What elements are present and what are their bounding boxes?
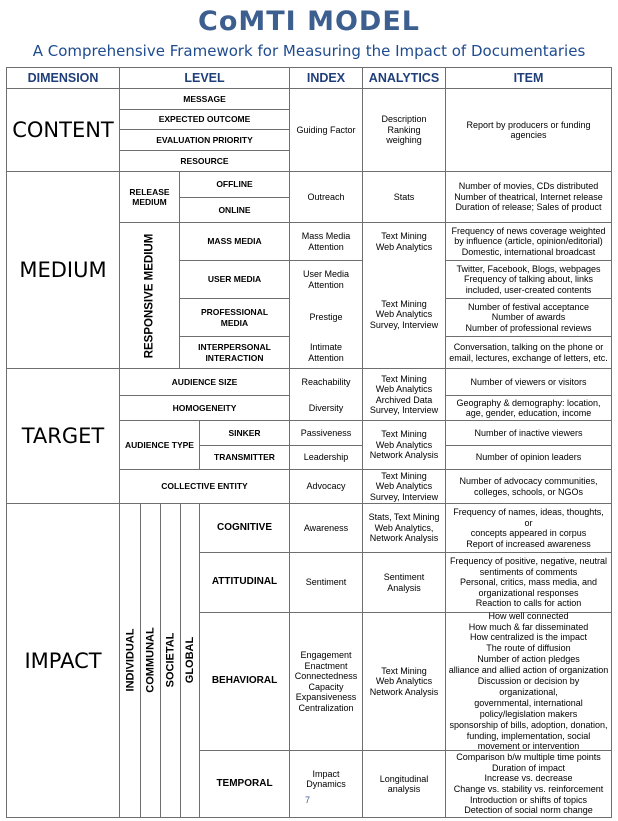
- scope-communal: COMMUNAL: [144, 627, 157, 693]
- level-audience-type: AUDIENCE TYPE: [125, 439, 194, 450]
- level-temporal: TEMPORAL: [216, 777, 273, 789]
- index-guiding-factor: Guiding Factor: [296, 124, 356, 135]
- page-number: 7: [305, 795, 311, 805]
- index-behavioral: Engagement Enactment Connectedness Capacity Expansiveness Centralization: [294, 650, 358, 713]
- level-sinker: SINKER: [228, 427, 261, 438]
- item-professional-media: Number of festival acceptance Number of awards Number of professional reviews: [465, 301, 592, 333]
- level-resource: RESOURCE: [180, 155, 229, 166]
- level-responsive-medium: RESPONSIVE MEDIUM: [143, 233, 156, 358]
- level-mass-media: MASS MEDIA: [207, 236, 262, 247]
- analytics-attitudinal: Sentiment Analysis: [383, 572, 425, 593]
- index-mass-media-attention: Mass Media Attention: [301, 231, 351, 252]
- page-title: CoMTI MODEL: [198, 6, 420, 37]
- item-user-media: Twitter, Facebook, Blogs, webpages Frequency of talking about, links included, user-created contents: [456, 263, 601, 295]
- item-behavioral: How well connected How much & far disseminated How centralized is the impact The route of diffusion Number of action pledges alliance and allied action of organization Discussion or decision by organizational, governmental, international policy/legislation makers sponsorship of bills, adoption, donation, funding, implementation, social movement or intervention: [448, 610, 609, 752]
- analytics-content: Description Ranking weighing: [381, 114, 427, 146]
- item-release: Number of movies, CDs distributed Number of theatrical, Internet release Duration of release; Sales of product: [454, 181, 603, 213]
- index-leadership: Leadership: [303, 452, 349, 463]
- index-diversity: Diversity: [308, 402, 344, 413]
- header-item: ITEM: [513, 71, 544, 85]
- level-attitudinal: ATTITUDINAL: [211, 576, 278, 588]
- item-interpersonal: Conversation, talking on the phone or email, lectures, exchange of letters, etc.: [449, 342, 608, 363]
- item-content: Report by producers or funding agencies: [466, 119, 591, 140]
- item-audience-size: Number of viewers or visitors: [470, 376, 587, 387]
- analytics-audience-size-homogeneity: Text Mining Web Analytics Archived Data Survey, Interview: [369, 373, 439, 415]
- dimension-impact: IMPACT: [24, 648, 102, 673]
- item-homogeneity: Geography & demography: location, age, gender, education, income: [456, 397, 601, 418]
- index-advocacy: Advocacy: [306, 481, 346, 492]
- level-interpersonal-interaction: INTERPERSONAL INTERACTION: [198, 342, 271, 363]
- item-mass-media: Frequency of news coverage weighted by influence (article, opinion/editorial) Domestic, international broadcast: [451, 225, 606, 257]
- item-cognitive: Frequency of names, ideas, thoughts, or concepts appeared in corpus Report of increased awareness: [453, 507, 604, 549]
- item-sinker: Number of inactive viewers: [474, 427, 583, 438]
- header-analytics: ANALYTICS: [368, 71, 440, 85]
- dimension-target: TARGET: [21, 424, 105, 448]
- analytics-stats: Stats: [393, 191, 415, 202]
- scope-individual: INDIVIDUAL: [124, 628, 137, 692]
- level-transmitter: TRANSMITTER: [214, 452, 275, 463]
- header-level: LEVEL: [184, 71, 225, 85]
- analytics-mass-media: Text Mining Web Analytics: [375, 231, 433, 252]
- analytics-behavioral: Text Mining Web Analytics Network Analysis: [369, 665, 439, 697]
- scope-global: GLOBAL: [184, 636, 197, 684]
- index-prestige: Prestige: [309, 312, 343, 323]
- scope-societal: SOCIETAL: [164, 632, 177, 688]
- item-temporal: Comparison b/w multiple time points Duration of impact Increase vs. decrease Change vs. stability vs. reinforcement Introduction or shifts of topics Detection of social norm change: [453, 752, 604, 816]
- item-transmitter: Number of opinion leaders: [475, 452, 582, 463]
- index-awareness: Awareness: [303, 522, 349, 533]
- level-collective-entity: COLLECTIVE ENTITY: [161, 481, 248, 492]
- index-reachability: Reachability: [301, 376, 351, 387]
- level-behavioral: BEHAVIORAL: [211, 675, 278, 687]
- index-sentiment: Sentiment: [305, 577, 347, 588]
- dimension-medium: MEDIUM: [19, 258, 107, 282]
- dimension-content: CONTENT: [12, 118, 114, 142]
- analytics-collective-entity: Text Mining Web Analytics Survey, Interview: [369, 470, 439, 502]
- analytics-cognitive: Stats, Text Mining Web Analytics, Network Analysis: [368, 512, 440, 544]
- page-subtitle: A Comprehensive Framework for Measuring the Impact of Documentaries: [32, 42, 586, 60]
- item-collective-entity: Number of advocacy communities, colleges, schools, or NGOs: [459, 476, 598, 497]
- index-passiveness: Passiveness: [300, 427, 352, 438]
- item-attitudinal: Frequency of positive, negative, neutral sentiments of comments Personal, critics, mass media, and organizational responses Reaction to calls for action: [449, 556, 608, 609]
- index-outreach: Outreach: [307, 191, 345, 202]
- analytics-audience-type: Text Mining Web Analytics Network Analysis: [369, 429, 439, 461]
- level-cognitive: COGNITIVE: [216, 521, 272, 533]
- level-message: MESSAGE: [183, 93, 226, 104]
- index-impact-dynamics: Impact Dynamics: [306, 768, 346, 789]
- level-homogeneity: HOMOGENEITY: [172, 402, 237, 413]
- level-professional-media: PROFESSIONAL MEDIA: [200, 307, 269, 328]
- header-index: INDEX: [306, 71, 346, 85]
- index-intimate-attention: Intimate Attention: [308, 342, 344, 363]
- level-offline: OFFLINE: [216, 179, 253, 190]
- level-evaluation-priority: EVALUATION PRIORITY: [156, 134, 253, 145]
- level-user-media: USER MEDIA: [207, 274, 262, 285]
- analytics-temporal: Longitudinal analysis: [379, 773, 429, 794]
- level-expected-outcome: EXPECTED OUTCOME: [158, 114, 251, 125]
- level-release-medium: RELEASE MEDIUM: [129, 186, 170, 207]
- analytics-user-professional-interpersonal: Text Mining Web Analytics Survey, Interview: [369, 298, 439, 330]
- level-online: ONLINE: [218, 204, 251, 215]
- index-user-media-attention: User Media Attention: [302, 269, 349, 290]
- level-audience-size: AUDIENCE SIZE: [171, 376, 238, 387]
- header-dimension: DIMENSION: [27, 71, 99, 85]
